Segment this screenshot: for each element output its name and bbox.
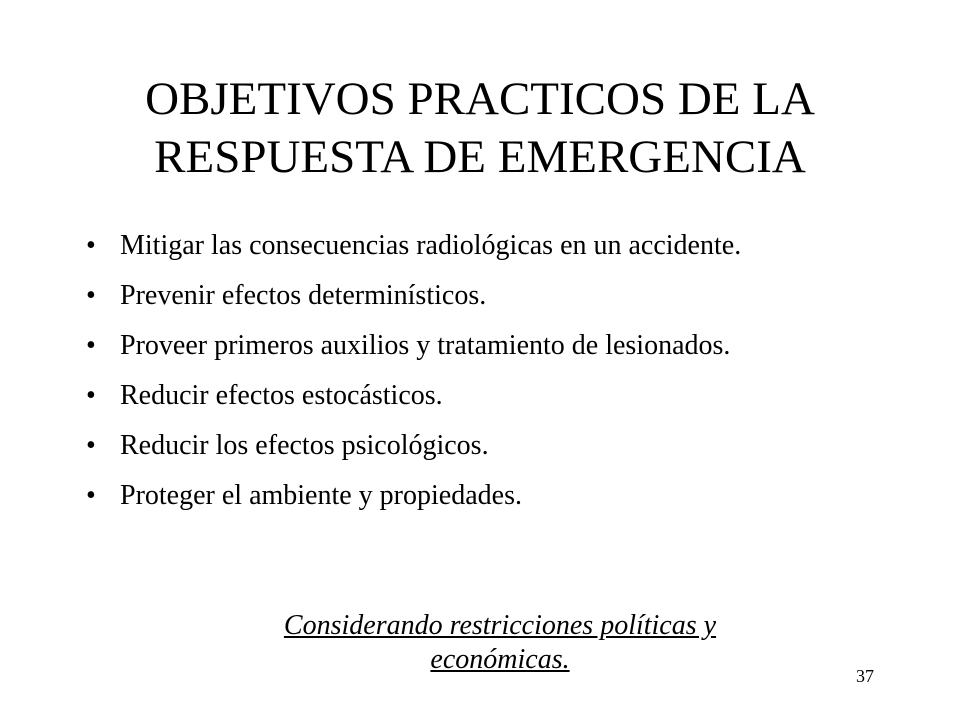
bullet-icon: • <box>86 280 96 311</box>
bullet-text: Proteger el ambiente y propiedades. <box>120 480 522 511</box>
bullet-item-mitigar <box>86 230 806 262</box>
slide-title-line-1: OBJETIVOS PRACTICOS DE LA <box>145 73 815 125</box>
bullet-item-proveer <box>86 330 806 362</box>
slide-title-line-2: RESPUESTA DE EMERGENCIA <box>154 131 806 183</box>
bullet-icon: • <box>86 230 96 261</box>
bullet-icon: • <box>86 380 96 411</box>
bullet-icon: • <box>86 430 96 461</box>
footer-note <box>200 609 800 677</box>
bullet-text: Reducir los efectos psicológicos. <box>120 430 489 461</box>
bullet-item-prevenir <box>86 280 806 312</box>
bullet-text: Reducir efectos estocásticos. <box>120 380 443 411</box>
bullet-item-reducir-estocasticos <box>86 380 806 412</box>
bullet-text: Mitigar las consecuencias radiológicas en un accidente. <box>120 230 742 261</box>
bullet-text: Prevenir efectos determinísticos. <box>120 280 487 311</box>
bullet-list <box>86 230 806 530</box>
bullet-icon: • <box>86 330 96 361</box>
footer-note-line-1: Considerando restricciones políticas y <box>283 610 717 641</box>
bullet-icon: • <box>86 480 96 511</box>
bullet-text: Proveer primeros auxilios y tratamiento de lesionados. <box>120 330 731 361</box>
page-number: 37 <box>856 666 874 686</box>
bullet-item-reducir-psicologicos <box>86 430 806 462</box>
bullet-item-proteger <box>86 480 806 512</box>
slide-title <box>0 70 960 186</box>
footer-note-line-2: económicas. <box>430 644 570 675</box>
